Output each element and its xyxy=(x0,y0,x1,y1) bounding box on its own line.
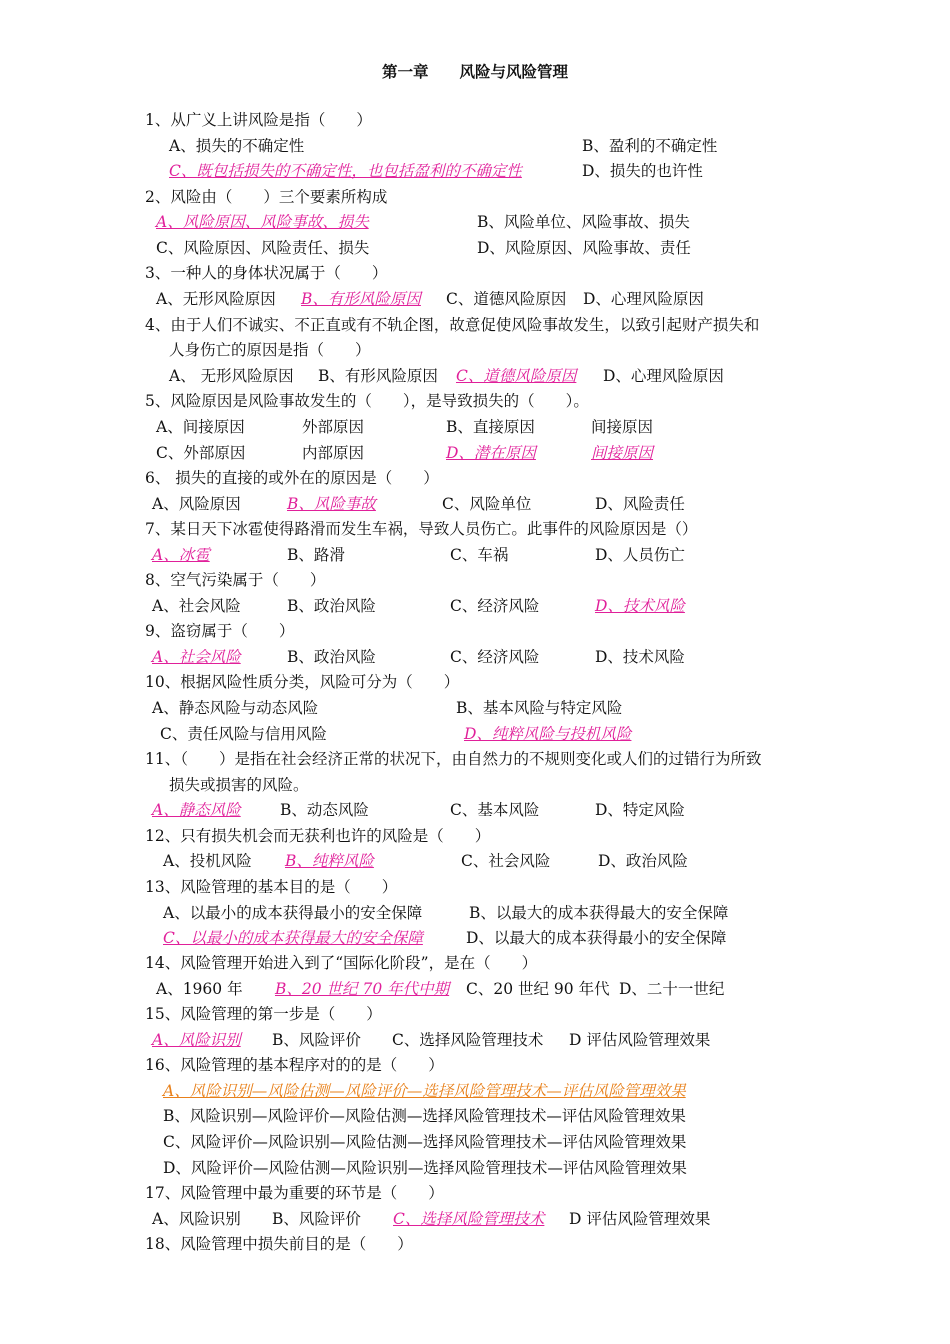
q15-option-b: B、风险评价 xyxy=(272,1031,361,1049)
q11-option-c: C、基本风险 xyxy=(450,801,540,819)
q7-option-d: D、人员伤亡 xyxy=(595,546,685,564)
question-4-cont: 人身伤亡的原因是指（ ） xyxy=(169,341,371,359)
q4-option-c-answer: C、道德风险原因 xyxy=(456,367,577,385)
question-16: 16、风险管理的基本程序对的的是（ ） xyxy=(145,1056,444,1074)
q11-option-d: D、特定风险 xyxy=(595,801,685,819)
question-18: 18、风险管理中损失前目的是（ ） xyxy=(145,1235,413,1253)
q17-option-b: B、风险评价 xyxy=(272,1210,361,1228)
q6-option-a: A、风险原因 xyxy=(152,495,241,513)
q13-option-b: B、以最大的成本获得最大的安全保障 xyxy=(469,904,729,922)
q9-option-c: C、经济风险 xyxy=(450,648,540,666)
q2-option-a-answer: A、风险原因、风险事故、损失 xyxy=(156,213,369,231)
question-11: 11、（ ）是指在社会经济正常的状况下，由自然力的不规则变化或人们的过错行为所致 xyxy=(145,750,762,768)
q8-option-d-answer: D、技术风险 xyxy=(595,597,685,615)
q1-option-c-answer: C、既包括损失的不确定性，也包括盈利的不确定性 xyxy=(169,162,522,180)
q3-option-c: C、道德风险原因 xyxy=(446,290,567,308)
q14-option-b-answer: B、20 世纪 70 年代中期 xyxy=(275,980,450,998)
question-9: 9、盗窃属于（ ） xyxy=(145,622,295,640)
q12-option-a: A、投机风险 xyxy=(163,852,252,870)
q5-option-b-second: 间接原因 xyxy=(591,418,654,436)
question-12: 12、只有损失机会而无获利也许的风险是（ ） xyxy=(145,827,491,845)
q13-option-c-answer: C、以最小的成本获得最大的安全保障 xyxy=(163,929,423,947)
question-1: 1、从广义上讲风险是指（ ） xyxy=(145,111,372,129)
q16-option-b: B、风险识别—风险评价—风险估测—选择风险管理技术—评估风险管理效果 xyxy=(163,1107,686,1125)
q8-option-a: A、社会风险 xyxy=(152,597,241,615)
q6-option-d: D、风险责任 xyxy=(595,495,685,513)
q17-option-c-answer: C、选择风险管理技术 xyxy=(393,1210,545,1228)
q5-option-c-second: 内部原因 xyxy=(302,444,365,462)
q1-option-d: D、损失的也许性 xyxy=(582,162,703,180)
q1-option-b: B、盈利的不确定性 xyxy=(582,137,718,155)
question-4: 4、由于人们不诚实、不正直或有不轨企图，故意促使风险事故发生，以致引起财产损失和 xyxy=(145,316,760,334)
q15-option-d: D 评估风险管理效果 xyxy=(569,1031,711,1049)
q4-option-b: B、有形风险原因 xyxy=(318,367,438,385)
q2-option-d: D、风险原因、风险事故、责任 xyxy=(477,239,691,257)
q13-option-a: A、以最小的成本获得最小的安全保障 xyxy=(163,904,423,922)
q1-option-a: A、损失的不确定性 xyxy=(169,137,305,155)
q3-option-a: A、无形风险原因 xyxy=(156,290,276,308)
q8-option-c: C、经济风险 xyxy=(450,597,540,615)
q16-option-a-answer: A、风险识别—风险估测—风险评价—选择风险管理技术—评估风险管理效果 xyxy=(163,1082,686,1100)
q2-option-c: C、风险原因、风险责任、损失 xyxy=(156,239,370,257)
q9-option-d: D、技术风险 xyxy=(595,648,685,666)
q7-option-a-answer: A、冰雹 xyxy=(152,546,210,564)
q11-option-b: B、动态风险 xyxy=(280,801,369,819)
question-11-cont: 损失或损害的风险。 xyxy=(169,776,309,794)
q15-option-c: C、选择风险管理技术 xyxy=(392,1031,544,1049)
question-3: 3、一种人的身体状况属于（ ） xyxy=(145,264,388,282)
q10-option-b: B、基本风险与特定风险 xyxy=(456,699,623,717)
q11-option-a-answer: A、静态风险 xyxy=(152,801,241,819)
question-13: 13、风险管理的基本目的是（ ） xyxy=(145,878,398,896)
question-14: 14、风险管理开始进入到了“国际化阶段”，是在（ ） xyxy=(145,954,538,972)
q10-option-a: A、静态风险与动态风险 xyxy=(152,699,319,717)
question-5: 5、风险原因是风险事故发生的（ ），是导致损失的（ ）。 xyxy=(145,392,589,410)
q14-option-d: D、二十一世纪 xyxy=(619,980,725,998)
question-10: 10、根据风险性质分类，风险可分为（ ） xyxy=(145,673,460,691)
q3-option-d: D、心理风险原因 xyxy=(583,290,704,308)
question-8: 8、空气污染属于（ ） xyxy=(145,571,326,589)
q12-option-b-answer: B、纯粹风险 xyxy=(285,852,374,870)
question-2: 2、风险由（ ）三个要素所构成 xyxy=(145,188,388,206)
q6-option-b-answer: B、风险事故 xyxy=(287,495,376,513)
question-6: 6、 损失的直接的或外在的原因是（ ） xyxy=(145,469,439,487)
question-7: 7、某日天下冰雹使得路滑而发生车祸，导致人员伤亡。此事件的风险原因是（） xyxy=(145,520,698,538)
q17-option-a: A、风险识别 xyxy=(152,1210,241,1228)
q7-option-b: B、路滑 xyxy=(287,546,345,564)
q16-option-d: D、风险评价—风险估测—风险识别—选择风险管理技术—评估风险管理效果 xyxy=(163,1159,687,1177)
q8-option-b: B、政治风险 xyxy=(287,597,376,615)
question-17: 17、风险管理中最为重要的环节是（ ） xyxy=(145,1184,444,1202)
q15-option-a-answer: A、风险识别 xyxy=(152,1031,241,1049)
q5-option-d-second-answer: 间接原因 xyxy=(591,444,654,462)
q16-option-c: C、风险评价—风险识别—风险估测—选择风险管理技术—评估风险管理效果 xyxy=(163,1133,687,1151)
q14-option-a: A、1960 年 xyxy=(156,980,243,998)
q10-option-c: C、责任风险与信用风险 xyxy=(160,725,327,743)
q2-option-b: B、风险单位、风险事故、损失 xyxy=(477,213,690,231)
q12-option-c: C、社会风险 xyxy=(461,852,551,870)
q4-option-d: D、心理风险原因 xyxy=(603,367,724,385)
q9-option-a-answer: A、社会风险 xyxy=(152,648,241,666)
q17-option-d: D 评估风险管理效果 xyxy=(569,1210,711,1228)
question-15: 15、风险管理的第一步是（ ） xyxy=(145,1005,382,1023)
q10-option-d-answer: D、纯粹风险与投机风险 xyxy=(464,725,632,743)
q6-option-c: C、风险单位 xyxy=(442,495,532,513)
q5-option-c: C、外部原因 xyxy=(156,444,246,462)
q5-option-d-answer: D、潜在原因 xyxy=(446,444,536,462)
q14-option-c: C、20 世纪 90 年代 xyxy=(466,980,610,998)
q4-option-a: A、 无形风险原因 xyxy=(169,367,294,385)
q7-option-c: C、车祸 xyxy=(450,546,509,564)
q13-option-d: D、以最大的成本获得最小的安全保障 xyxy=(466,929,727,947)
q3-option-b-answer: B、有形风险原因 xyxy=(301,290,421,308)
page-title: 第一章 风险与风险管理 xyxy=(381,62,568,81)
q9-option-b: B、政治风险 xyxy=(287,648,376,666)
q5-option-a-second: 外部原因 xyxy=(302,418,365,436)
q5-option-b: B、直接原因 xyxy=(446,418,535,436)
q5-option-a: A、间接原因 xyxy=(156,418,245,436)
q12-option-d: D、政治风险 xyxy=(598,852,688,870)
